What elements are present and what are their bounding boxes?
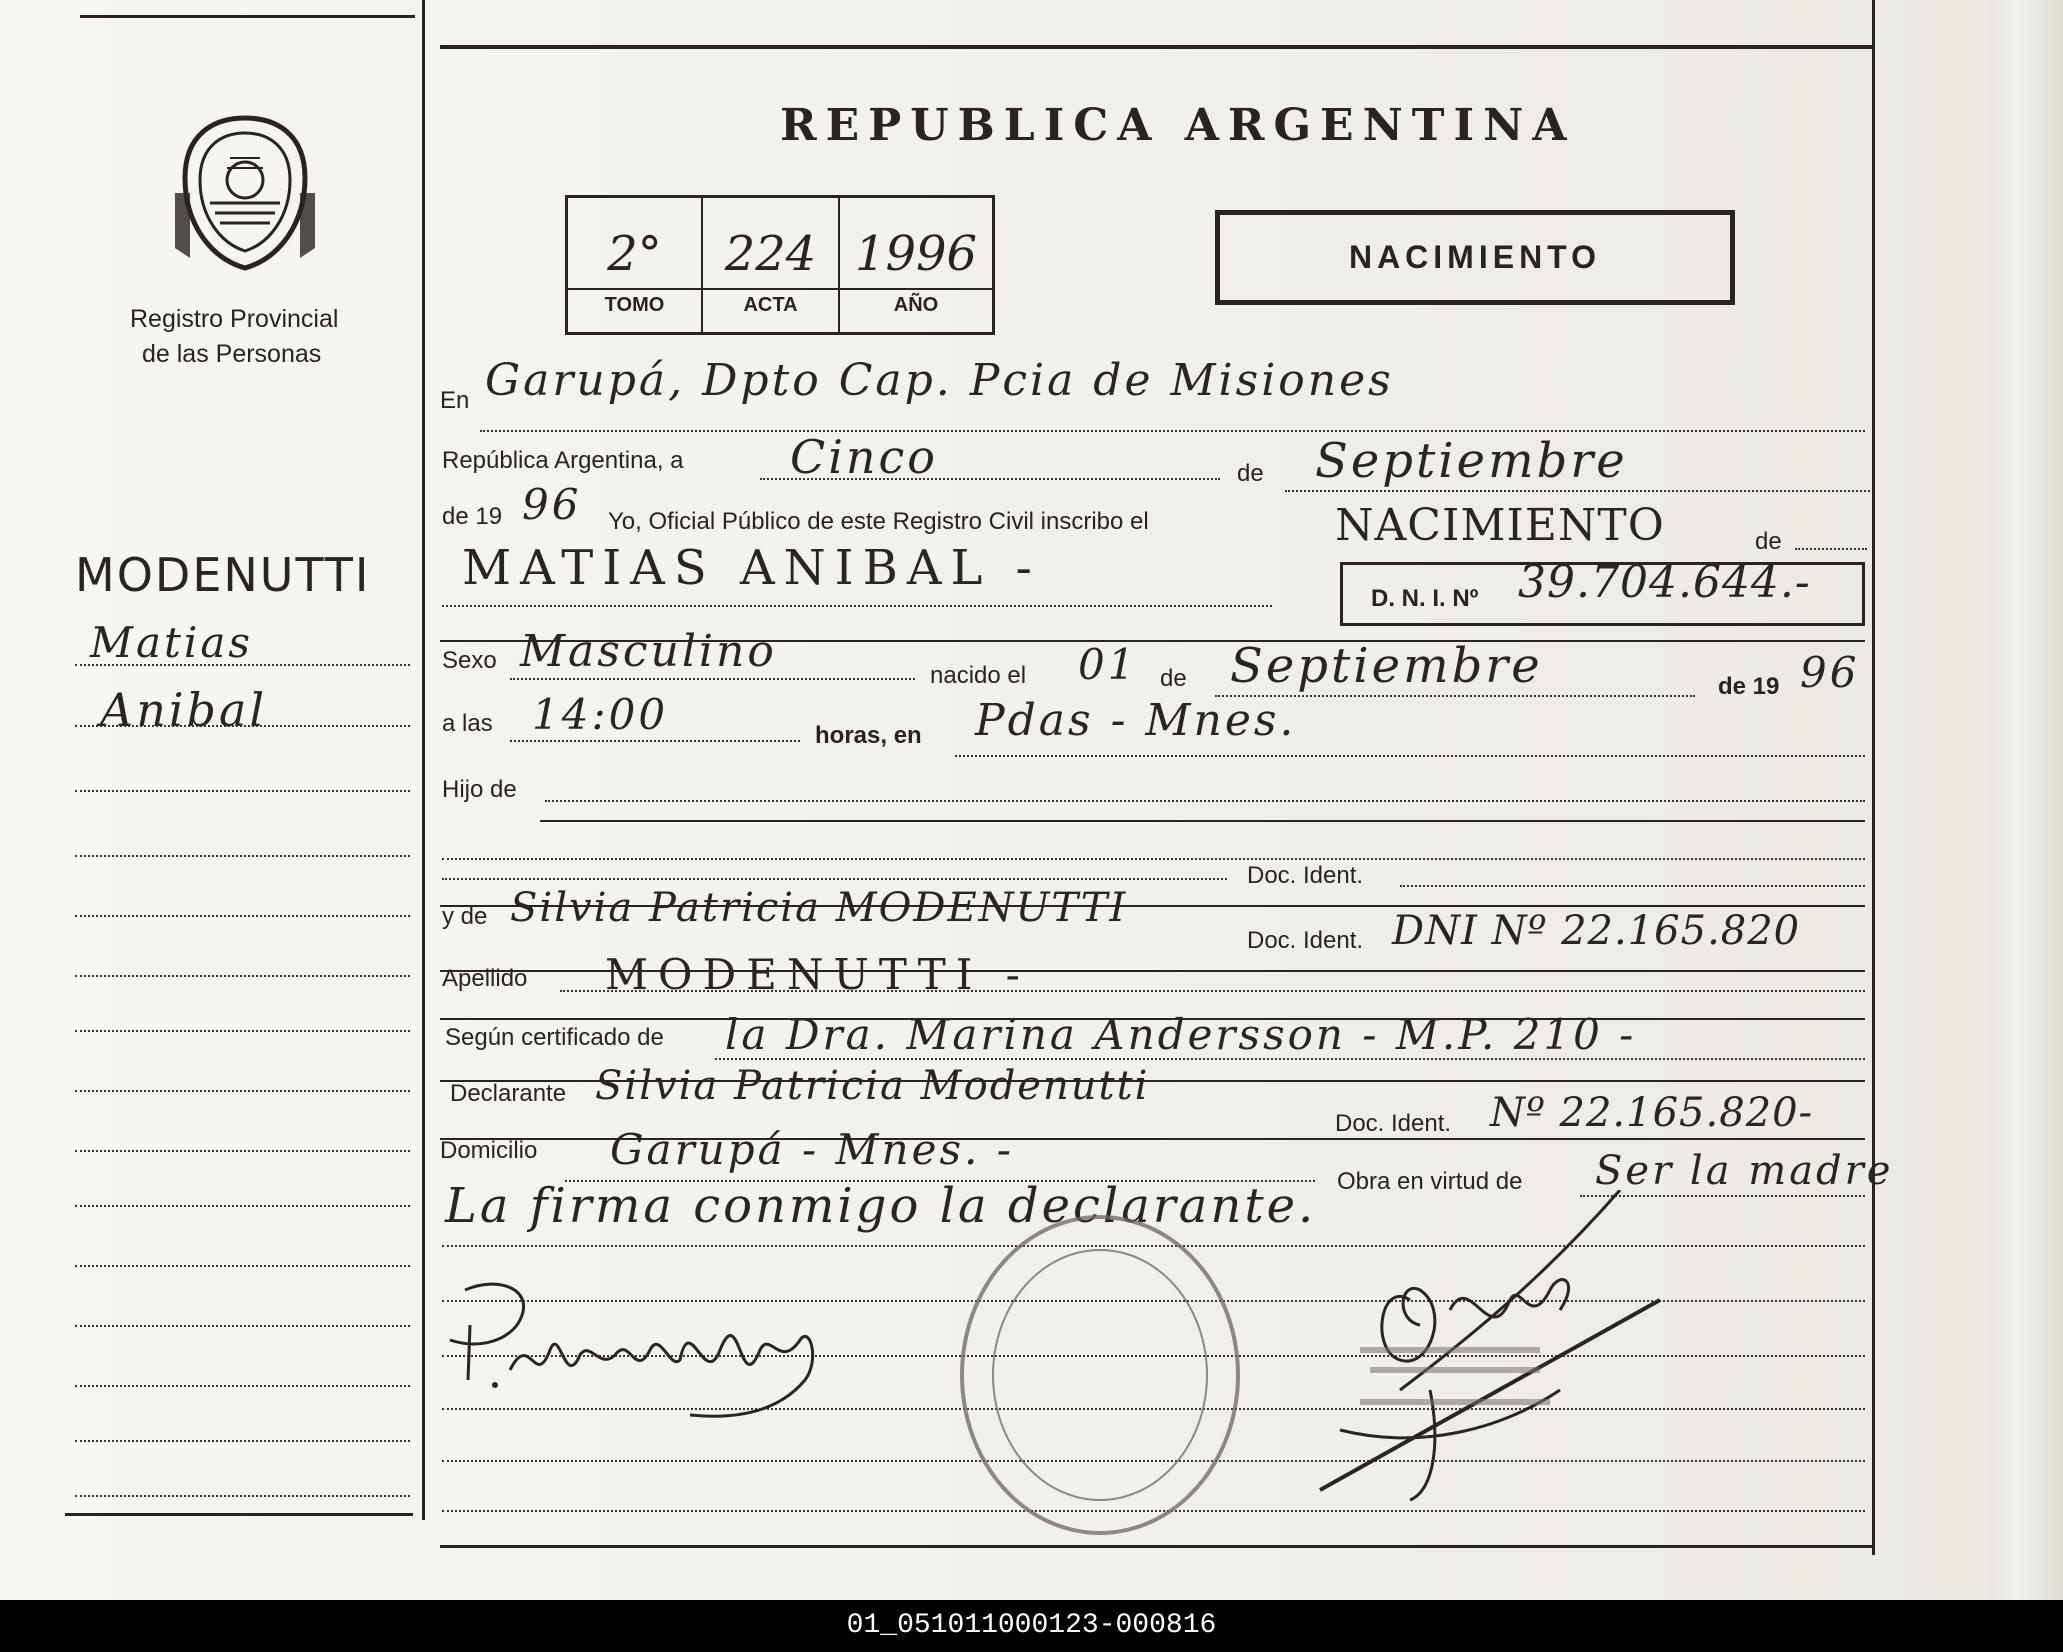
stamp-inner-ring [992,1249,1208,1501]
form-line [1795,548,1867,550]
sexo-label: Sexo [442,647,497,674]
margin-given-name-1: Matias [90,618,253,667]
section-rule [540,820,1865,822]
official-signature [1300,1190,1700,1530]
form-line [480,430,1865,432]
year-suffix: 96 [522,480,582,529]
document-title: REPUBLICA ARGENTINA [780,100,1576,151]
obra-value: Ser la madre [1595,1148,1894,1194]
form-line [955,755,1865,757]
record-type-box: NACIMIENTO [1215,210,1735,305]
mother-doc-value: DNI Nº 22.165.820 [1392,908,1801,954]
firma-line-value: La firma conmigo la declarante. [445,1178,1317,1234]
margin-line [75,1385,410,1387]
margin-line [75,915,410,917]
form-line [510,740,800,742]
margin-line [75,725,410,727]
margin-line [75,1205,410,1207]
form-line [715,1058,1865,1060]
page-edge [1990,0,2063,1600]
form-line [442,605,1272,607]
birth-place-value: Pdas - Mnes. [975,695,1297,746]
form-line [1285,490,1870,492]
declarante-value: Silvia Patricia Modenutti [595,1063,1150,1109]
margin-line [75,1495,410,1497]
apellido-label: Apellido [442,965,528,992]
registry-name-line1: Registro Provincial [130,305,339,333]
a-las-label: a las [442,710,493,737]
apellido-value: MODENUTTI - [605,950,1030,999]
anio-value: 1996 [854,226,978,282]
doc-ident-label-3: Doc. Ident. [1335,1110,1452,1137]
margin-line [75,855,410,857]
margin-given-name-2: Anibal [100,683,268,737]
right-border [1872,0,1875,1555]
form-line [442,878,1227,880]
margin-line [75,975,410,977]
anio-cell [840,198,992,332]
act-type-value: NACIMIENTO [1335,500,1665,551]
horas-label: horas, en [815,722,922,749]
tomo-cell [568,198,703,332]
margin-line [75,1265,410,1267]
form-line [442,858,1865,860]
form-line [545,800,1865,802]
margin-line [75,1440,410,1442]
day-words-value: Cinco [790,430,938,484]
margin-line [75,790,410,792]
tomo-value: 2° [607,226,662,282]
domicilio-label: Domicilio [440,1137,538,1164]
birth-month-value: Septiembre [1230,638,1543,694]
bottom-rule-right [440,1545,1872,1548]
form-line [760,478,1220,480]
segun-label: Según certificado de [445,1024,664,1051]
obra-label: Obra en virtud de [1337,1168,1523,1195]
birth-year-suffix: 96 [1800,648,1860,697]
declarant-signature [440,1270,860,1440]
tomo-label: TOMO [604,294,665,316]
domicilio-value: Garupá - Mnes. - [610,1125,1014,1174]
place-value: Garupá, Dpto Cap. Pcia de Misiones [485,355,1394,406]
image-code-bar: 01_051011000123-000816 [0,1600,2063,1652]
dni-value: 39.704.644.- [1518,557,1811,608]
doc-ident-label: Doc. Ident. [1247,862,1364,889]
de-label-2: de [1755,528,1782,555]
acta-label: ACTA [743,294,798,316]
record-index-table [565,195,995,335]
de-19-label-2: de 19 [1718,673,1780,700]
margin-line [75,1150,410,1152]
nacido-label: nacido el [930,662,1027,689]
anio-label: AÑO [893,294,939,316]
bottom-rule-left [65,1513,413,1516]
birth-day-value: 01 [1078,640,1138,689]
margin-line [75,664,410,666]
hijo-label: Hijo de [442,776,517,803]
registry-stamp [960,1215,1240,1535]
mother-name-value: Silvia Patricia MODENUTTI [510,885,1128,931]
declarante-doc-value: Nº 22.165.820- [1490,1090,1814,1136]
form-line [1400,885,1865,887]
top-rule-right [440,45,1875,49]
en-label: En [440,387,470,414]
top-rule-left [80,15,415,18]
acta-cell [703,198,840,332]
margin-surname: MODENUTTI [75,548,371,602]
sexo-value: Masculino [520,626,777,677]
column-divider [422,0,425,1520]
form-line [510,678,915,680]
margin-line [75,1090,410,1092]
de-label-3: de [1160,665,1187,692]
misiones-seal-emblem [170,108,320,278]
yo-text: Yo, Oficial Público de este Registro Civil inscribo el [608,508,1149,535]
acta-value: 224 [724,226,817,282]
child-name-value: MATIAS ANIBAL - [462,540,1041,596]
dni-label: D. N. I. Nº [1371,585,1479,612]
certificado-value: la Dra. Marina Andersson - M.P. 210 - [725,1010,1637,1059]
form-line [560,990,1865,992]
de-19-label: de 19 [442,503,503,530]
month-value: Septiembre [1315,433,1628,489]
declarante-label: Declarante [450,1080,567,1107]
republica-label: República Argentina, a [442,447,684,474]
de-label: de [1237,460,1264,487]
registry-name-line2: de las Personas [142,340,322,368]
birth-time-value: 14:00 [532,690,669,739]
margin-line [75,1030,410,1032]
margin-line [75,1325,410,1327]
y-de-label: y de [442,903,488,930]
doc-ident-label-2: Doc. Ident. [1247,927,1364,954]
dni-box [1340,557,1865,626]
